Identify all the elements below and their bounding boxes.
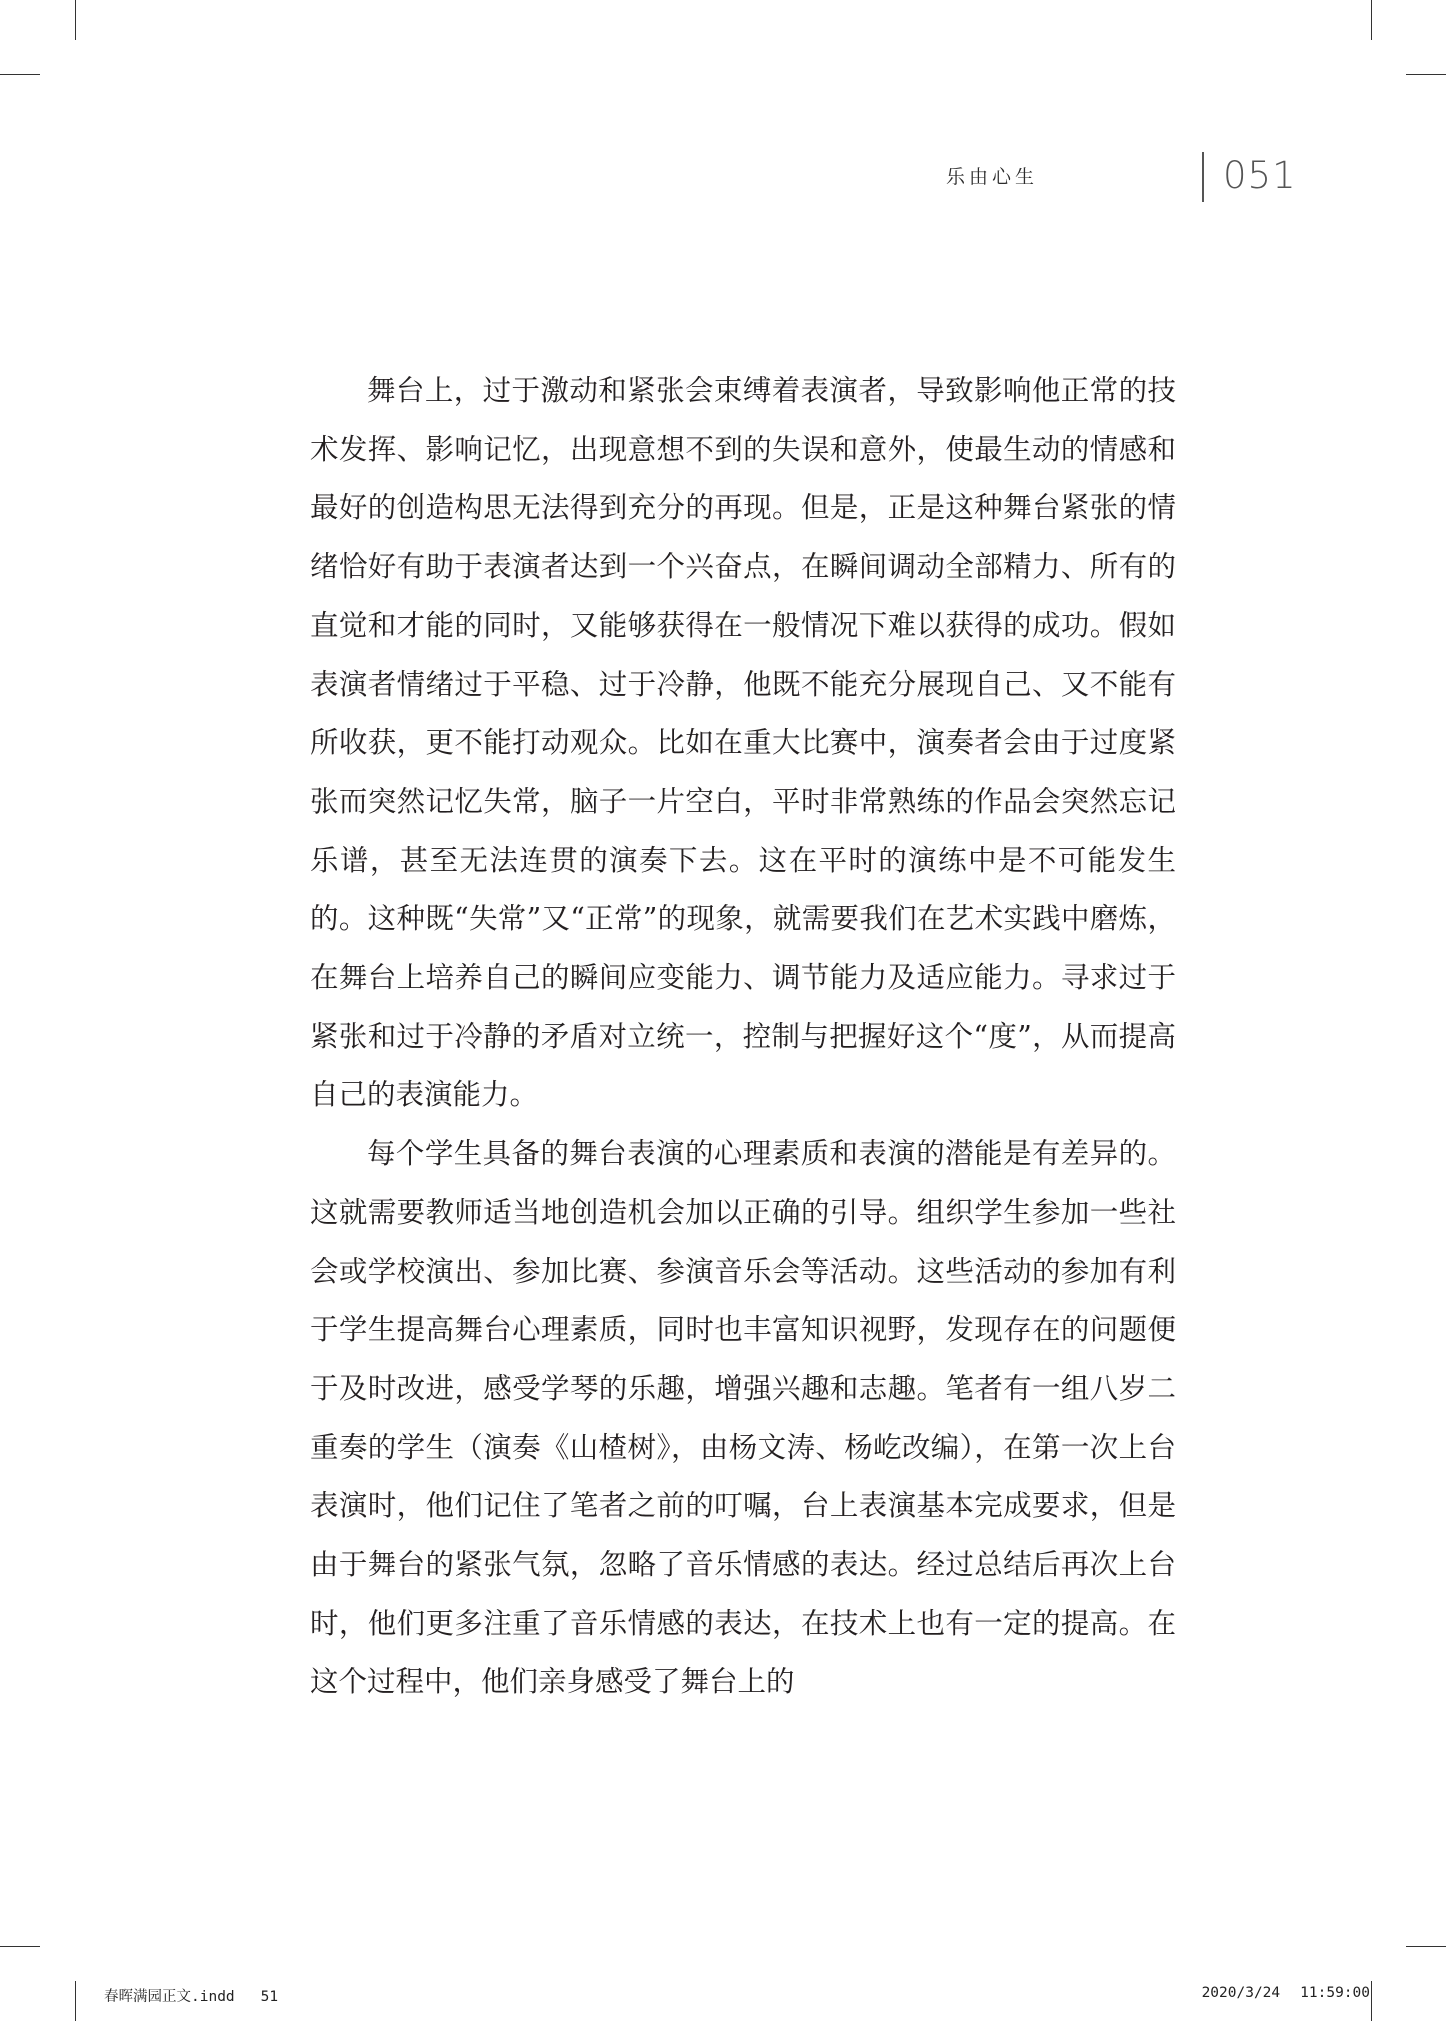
slug-timestamp bbox=[1202, 1985, 1370, 2001]
header-divider bbox=[1202, 152, 1204, 202]
crop-mark-top-left bbox=[75, 0, 76, 40]
crop-mark-bottom-left bbox=[75, 1981, 76, 2021]
crop-mark-bottom-right-h bbox=[1406, 1946, 1446, 1947]
slug-file-info bbox=[104, 1985, 278, 2006]
body-text bbox=[310, 362, 1176, 1712]
section-title: 乐由心生 bbox=[945, 166, 1038, 188]
slug-page: 51 bbox=[260, 1989, 279, 2005]
slug-time: 11:59:00 bbox=[1300, 1985, 1370, 2001]
page-number: 051 bbox=[1223, 154, 1297, 197]
crop-mark-top-right-h bbox=[1406, 74, 1446, 75]
running-header bbox=[945, 148, 1300, 208]
crop-mark-top-left-h bbox=[0, 74, 40, 75]
slug-date: 2020/3/24 bbox=[1201, 1985, 1281, 2001]
paragraph-1: 舞台上，过于激动和紧张会束缚着表演者，导致影响他正常的技术发挥、影响记忆，出现意想不到的失误和意外，使最生动的情感和最好的创造构思无法得到充分的再现。但是，正是这种舞台紧张的情绪恰好有助于表演者达到一个兴奋点，在瞬间调动全部精力、所有的直觉和才能的同时，又能够获得在一般情况下难以获得的成功。假如表演者情绪过于平稳、过于冷静，他既不能充分展现自己、又不能有所收获，更不能打动观众。比如在重大比赛中，演奏者会由于过度紧张而突然记忆失常，脑子一片空白，平时非常熟练的作品会突然忘记乐谱，甚至无法连贯的演奏下去。这在平时的演练中是不可能发生的。这种既“失常”又“正常”的现象，就需要我们在艺术实践中磨炼，在舞台上培养自己的瞬间应变能力、调节能力及适应能力。寻求过于紧张和过于冷静的矛盾对立统一，控制与把握好这个“度”，从而提高自己的表演能力。 bbox=[310, 374, 1176, 1112]
paragraph-2: 每个学生具备的舞台表演的心理素质和表演的潜能是有差异的。这就需要教师适当地创造机会加以正确的引导。组织学生参加一些社会或学校演出、参加比赛、参演音乐会等活动。这些活动的参加有利于学生提高舞台心理素质，同时也丰富知识视野，发现存在的问题便于及时改进，感受学琴的乐趣，增强兴趣和志趣。笔者有一组八岁二重奏的学生（演奏《山楂树》，由杨文涛、杨屹改编），在第一次上台表演时，他们记住了笔者之前的叮嘱，台上表演基本完成要求，但是由于舞台的紧张气氛，忽略了音乐情感的表达。经过总结后再次上台时，他们更多注重了音乐情感的表达，在技术上也有一定的提高。在这个过程中，他们亲身感受了舞台上的 bbox=[310, 1137, 1176, 1699]
crop-mark-bottom-left-h bbox=[0, 1946, 40, 1947]
slug-file-name: 春晖满园正文.indd bbox=[104, 1989, 235, 2005]
crop-mark-top-right bbox=[1371, 0, 1372, 40]
crop-mark-bottom-right bbox=[1371, 1981, 1372, 2021]
